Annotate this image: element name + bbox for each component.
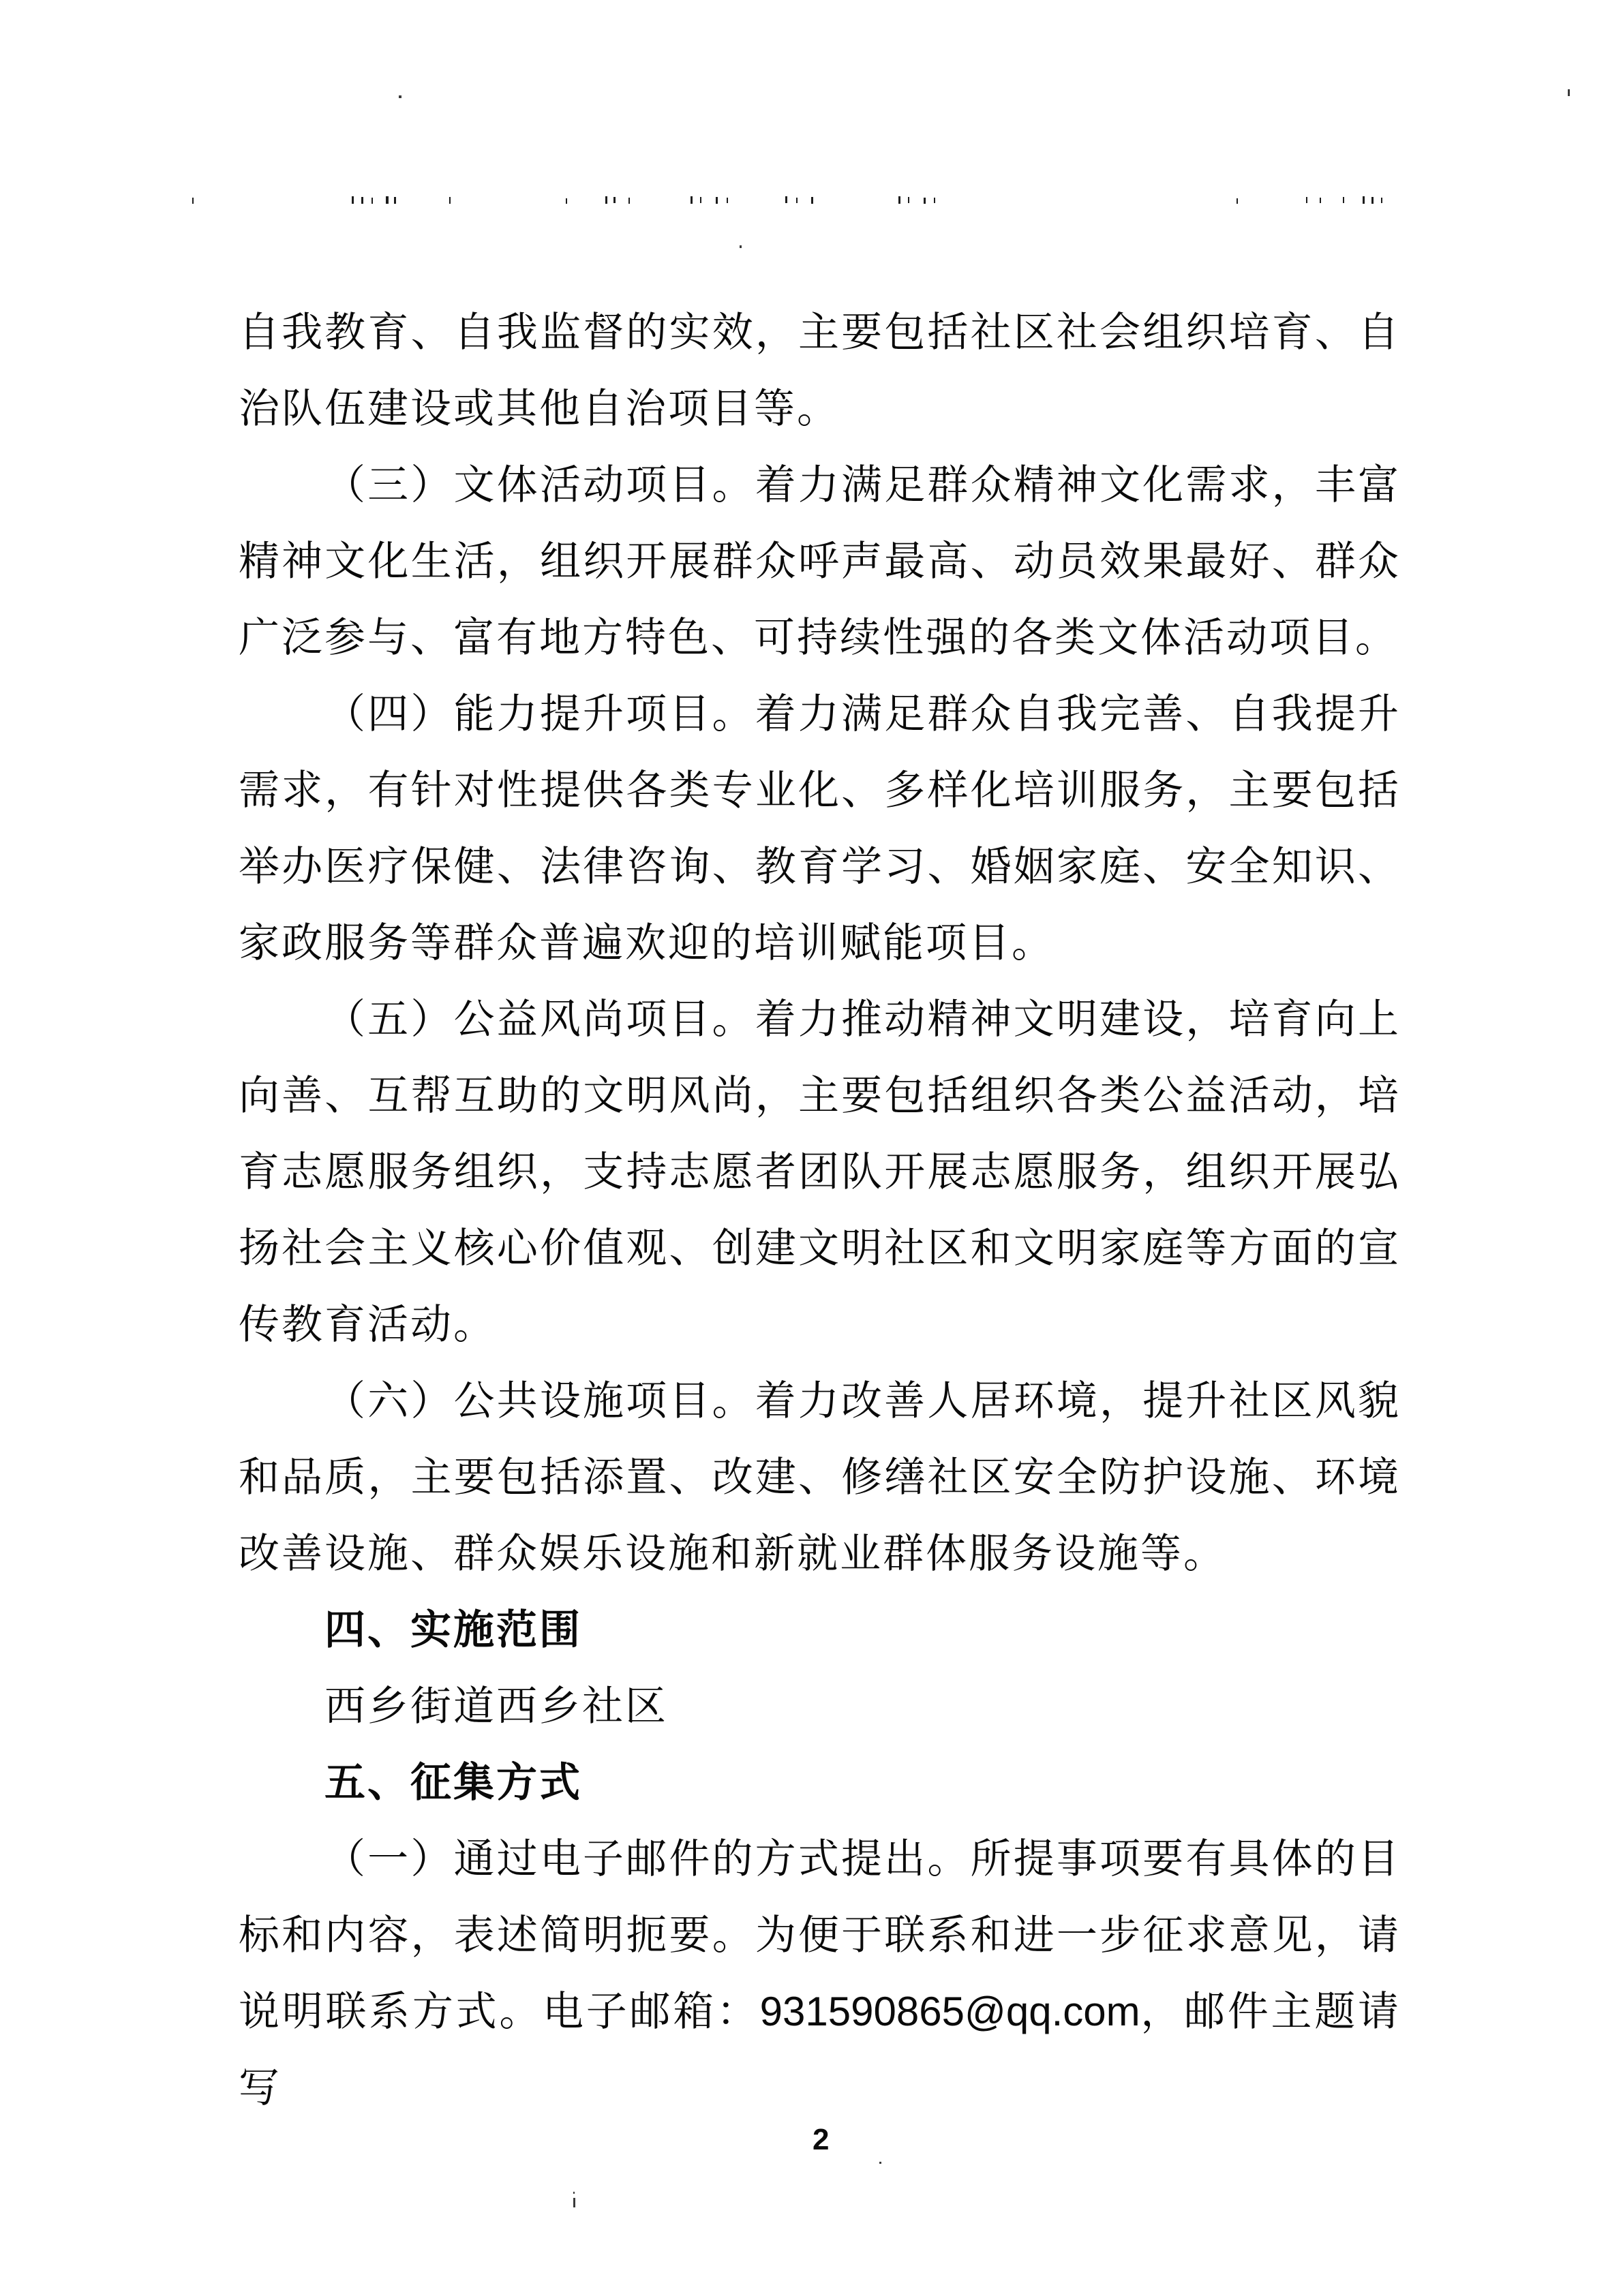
paragraph-item-6-public-facilities: （六）公共设施项目。着力改善人居环境，提升社区风貌和品质，主要包括添置、改建、修缮社区安全防护设施、环境改善设施、群众娱乐设施和新就业群体服务设施等。 (239, 1379, 1401, 1576)
section-heading-implementation-scope: 四、实施范围 (324, 1607, 582, 1653)
email-paragraph-before: （一）通过电子邮件的方式提出。所提事项要有具体的目标和内容，表述简明扼要。为便于联系和进一步征求意见，请说明联系方式。电子邮箱： (239, 1837, 1401, 2034)
section-heading-collection-method: 五、征集方式 (324, 1760, 582, 1805)
document-text-block (239, 294, 1401, 2126)
paragraph-method-email (239, 1821, 1401, 2126)
paragraph-item-5-public-welfare: （五）公益风尚项目。着力推动精神文明建设，培育向上向善、互帮互助的文明风尚，主要包括组织各类公益活动，培育志愿服务组织，支持志愿者团队开展志愿服务，组织开展弘扬社会主义核心价值观、创建文明社区和文明家庭等方面的宣传教育活动。 (239, 997, 1401, 1347)
paragraph-item-3-culture-sports: （三）文体活动项目。着力满足群众精神文化需求，丰富精神文化生活，组织开展群众呼声最高、动员效果最好、群众广泛参与、富有地方特色、可持续性强的各类文体活动项目。 (239, 463, 1401, 660)
paragraph-item-4-capacity: （四）能力提升项目。着力满足群众自我完善、自我提升需求，有针对性提供各类专业化、多样化培训服务，主要包括举办医疗保健、法律咨询、教育学习、婚姻家庭、安全知识、家政服务等群众普遍欢迎的培训赋能项目。 (239, 692, 1401, 966)
email-paragraph-after: ，邮件主题请写 (239, 1989, 1401, 2111)
email-address: 931590865@qq.com (759, 1989, 1140, 2034)
paragraph-continuation: 自我教育、自我监督的实效，主要包括社区社会组织培育、自治队伍建设或其他自治项目等。 (239, 310, 1401, 431)
page-number: 2 (813, 2123, 830, 2156)
paragraph-scope-value: 西乡街道西乡社区 (324, 1684, 668, 1729)
